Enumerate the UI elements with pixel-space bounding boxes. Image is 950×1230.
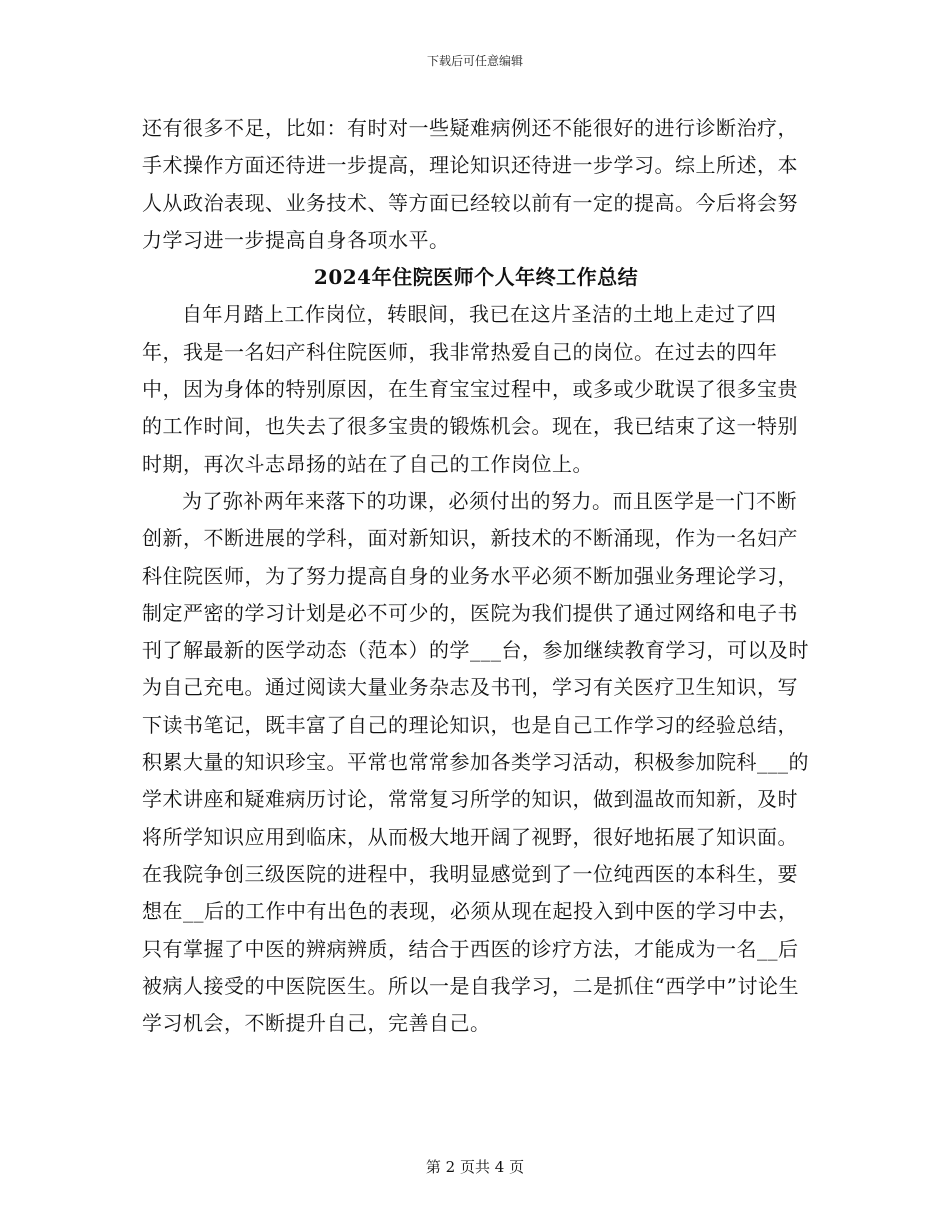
paragraph-continuation: 还有很多不足，比如：有时对一些疑难病例还不能很好的进行诊断治疗，手术操作方面还待进一步提高，理论知识还待进一步学习。综上所述，本人从政治表现、业务技术、等方面已经较以前有一定的提高。今后将会努力学习进一步提高自身各项水平。 <box>142 116 798 252</box>
document-body <box>142 110 810 1042</box>
section-title: 2024年住院医师个人年终工作总结 <box>313 265 639 290</box>
page-number: 第 2 页共 4 页 <box>425 1158 525 1176</box>
page-header-note: 下载后可任意编辑 <box>426 54 523 68</box>
paragraph-study: 为了弥补两年来落下的功课，必须付出的努力。而且医学是一门不断创新，不断进展的学科，面对新知识，新技术的不断涌现，作为一名妇产科住院医师，为了努力提高自身的业务水平必须不断加强业务理论学习，制定严密的学习计划是必不可少的，医院为我们提供了通过网络和电子书刊了解最新的医学动态（范本）的学___台，参加继续教育学习，可以及时为自己充电。通过阅读大量业务杂志及书刊，学习有关医疗卫生知识，写下读书笔记，既丰富了自己的理论知识，也是自己工作学习的经验总结，积累大量的知识珍宝。平常也常常参加各类学习活动，积极参加院科___的学术讲座和疑难病历讨论，常常复习所学的知识，做到温故而知新，及时将所学知识应用到临床，从而极大地开阔了视野，很好地拓展了知识面。在我院争创三级医院的进程中，我明显感觉到了一位纯西医的本科生，要想在__后的工作中有出色的表现，必须从现在起投入到中医的学习中去，只有掌握了中医的辨病辨质，结合于西医的诊疗方法，才能成为一名__后被病人接受的中医院医生。所以一是自我学习，二是抓住“西学中”讨论生学习机会，不断提升自己，完善自己。 <box>142 488 809 1036</box>
paragraph-intro: 自年月踏上工作岗位，转眼间，我已在这片圣洁的土地上走过了四年，我是一名妇产科住院医师，我非常热爱自己的岗位。在过去的四年中，因为身体的特别原因，在生育宝宝过程中，或多或少耽误了很多宝贵的工作时间，也失去了很多宝贵的锻炼机会。现在，我已结束了这一特别时期，再次斗志昂扬的站在了自己的工作岗位上。 <box>142 302 798 476</box>
